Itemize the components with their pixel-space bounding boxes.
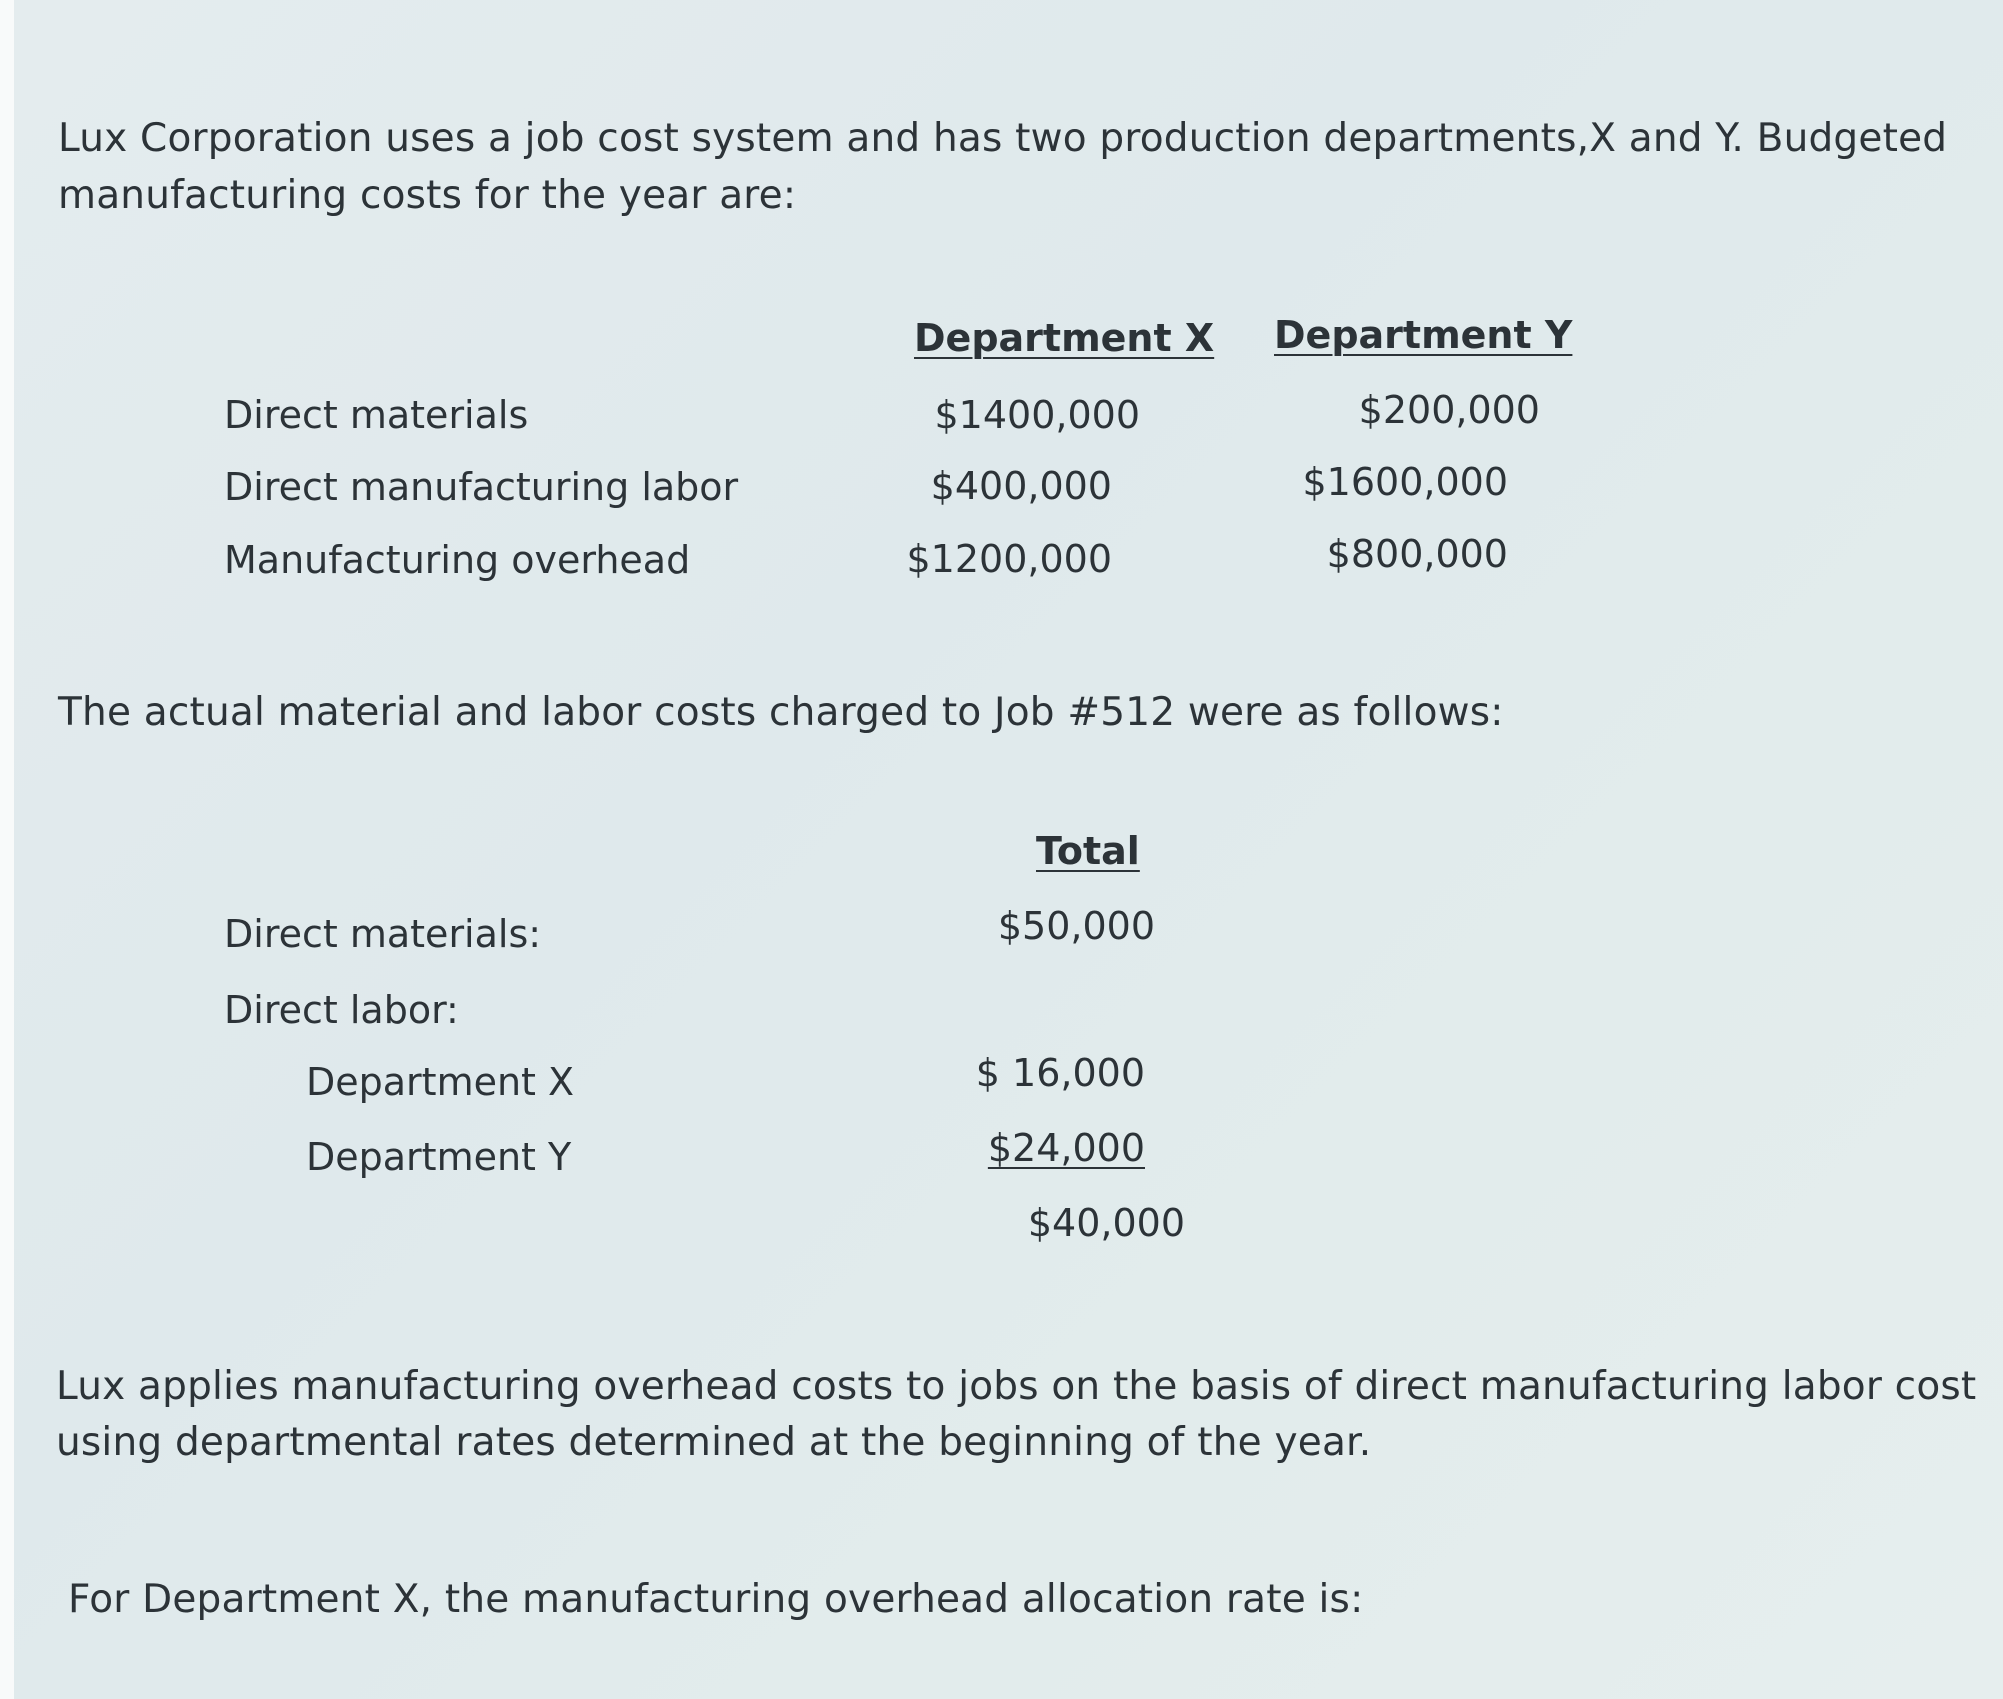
row-label-direct-labor: Direct manufacturing labor: [224, 465, 739, 509]
overhead-note-line-2: using departmental rates determined at the beginning of the year.: [56, 1420, 1372, 1465]
label-job-department-y: Department Y: [306, 1135, 572, 1179]
cell-dept-y-direct-labor: $1600,000: [1302, 460, 1508, 504]
value-job-direct-materials: $50,000: [997, 904, 1155, 948]
overhead-note-line-1: Lux applies manufacturing overhead costs to jobs on the basis of direct manufacturing labor cost: [56, 1364, 1977, 1409]
value-job-labor-total: $40,000: [1027, 1201, 1185, 1245]
label-job-department-x: Department X: [306, 1060, 575, 1104]
row-label-manufacturing-overhead: Manufacturing overhead: [224, 538, 691, 582]
header-department-y: Department Y: [1274, 313, 1573, 357]
intro-line-2: manufacturing costs for the year are:: [58, 173, 797, 218]
cell-dept-x-direct-labor: $400,000: [930, 464, 1112, 508]
value-job-department-y: $24,000: [987, 1126, 1145, 1170]
label-job-direct-labor: Direct labor:: [224, 988, 459, 1032]
page-edge: [0, 0, 14, 1699]
job-intro: The actual material and labor costs charged to Job #512 were as follows:: [58, 690, 1504, 735]
intro-line-1: Lux Corporation uses a job cost system and has two production departments,X and Y. Budgeted: [58, 116, 1948, 161]
header-department-x: Department X: [914, 316, 1215, 360]
cell-dept-y-direct-materials: $200,000: [1358, 388, 1540, 432]
row-label-direct-materials: Direct materials: [224, 393, 529, 437]
cell-dept-x-overhead: $1200,000: [906, 537, 1112, 581]
cell-dept-x-direct-materials: $1400,000: [934, 393, 1140, 437]
header-total: Total: [1036, 829, 1140, 873]
cell-dept-y-overhead: $800,000: [1326, 532, 1508, 576]
value-job-department-x: $ 16,000: [975, 1051, 1145, 1095]
label-job-direct-materials: Direct materials:: [224, 912, 542, 956]
question-text: For Department X, the manufacturing overhead allocation rate is:: [68, 1577, 1364, 1622]
